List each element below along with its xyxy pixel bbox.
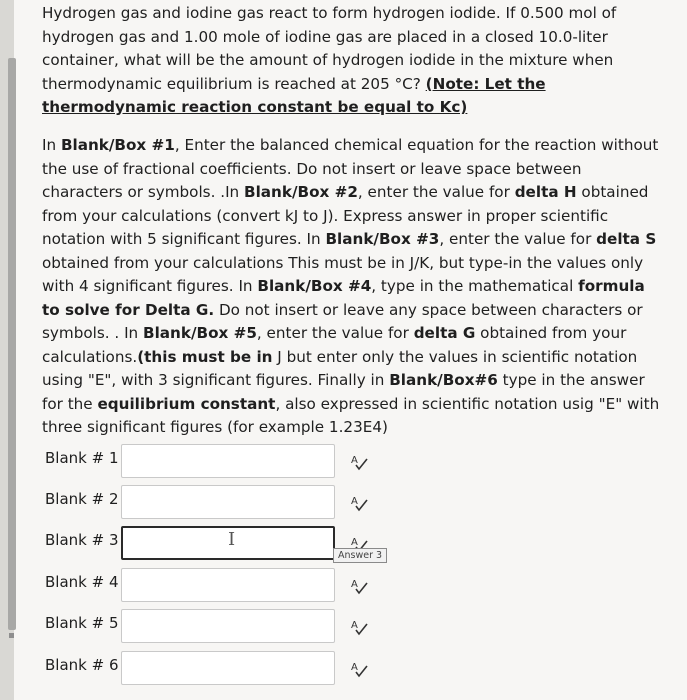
blank-label-6: Blank # 6 <box>45 656 119 674</box>
blank-row-2 <box>45 485 425 521</box>
svg-text:A: A <box>351 496 358 507</box>
spellcheck-icon[interactable] <box>350 453 368 471</box>
tooltip: Answer 3 <box>333 548 387 563</box>
blank-input-2[interactable] <box>121 485 335 519</box>
instr-bold: Blank/Box#6 <box>389 371 498 389</box>
svg-text:A: A <box>351 579 358 590</box>
spellcheck-icon[interactable] <box>350 618 368 636</box>
instr-text: , type in the mathematical <box>371 277 579 295</box>
blank-label-4: Blank # 4 <box>45 573 119 591</box>
instr-text: obtained from your calculations (convert kJ to J). Express answer in proper scientific notation with 5 significant figures. In <box>42 183 649 248</box>
blank-row-3 <box>45 526 425 562</box>
instr-bold: equilibrium constant <box>97 394 276 413</box>
blank-label-5: Blank # 5 <box>45 614 119 632</box>
question-note: (Note: Let the thermodynamic reaction constant be equal to Kc) <box>42 74 546 116</box>
instr-text: obtained from your calculations This must be in J/K, but type-in the values only with 4 significant figures. In <box>42 253 644 295</box>
spellcheck-icon[interactable] <box>350 577 368 595</box>
instr-bold: Blank/Box #4 <box>257 277 372 295</box>
instr-bold: (this must be in <box>137 347 273 366</box>
blank-input-5[interactable] <box>121 609 335 643</box>
blank-row-5 <box>45 609 425 645</box>
instr-text: In <box>42 136 61 154</box>
question-text: Hydrogen gas and iodine gas react to form hydrogen iodide. If 0.500 mol of hydrogen gas and 1.00 mole of iodine gas are placed in a closed 10.0-liter container, what will be the amount of hydrogen iodide in the mixture when thermodynamic equilibrium is reached at 205 °C? <box>42 4 617 93</box>
instr-text: , enter the value for <box>256 324 414 342</box>
instr-text: , also expressed in scientific notation usig "E" with three significant figures (for example 1.23E4) <box>42 394 660 436</box>
blank-row-1 <box>45 444 425 480</box>
instr-bold: Blank/Box #3 <box>325 230 440 248</box>
question-intro <box>42 2 662 120</box>
instr-bold: Blank/Box #5 <box>143 324 257 342</box>
blank-label-3: Blank # 3 <box>45 531 119 549</box>
instr-text: , Enter the balanced chemical equation for the reaction without the use of fractional coefficients. Do not insert or leave space between characters or symbols. .In <box>42 136 659 201</box>
svg-text:A: A <box>351 537 358 548</box>
blank-row-6 <box>45 651 425 687</box>
instr-text: obtained from your calculations. <box>42 324 627 366</box>
instr-bold: delta H <box>514 183 577 201</box>
instr-bold: Blank/Box #2 <box>244 183 358 201</box>
svg-text:A: A <box>351 620 358 631</box>
blank-input-1[interactable] <box>121 444 335 478</box>
blank-input-4[interactable] <box>121 568 335 602</box>
blank-label-2: Blank # 2 <box>45 490 119 508</box>
instr-bold: Blank/Box #1 <box>60 136 175 154</box>
instr-text: , enter the value for <box>357 183 515 201</box>
blank-row-4 <box>45 568 425 604</box>
blank-input-6[interactable] <box>121 651 335 685</box>
instr-bold: delta S <box>596 230 657 248</box>
scroll-marker <box>9 633 14 638</box>
instr-text: J but enter only the values in scientific notation using "E", with 3 significant figures. Finally in <box>42 347 638 389</box>
svg-text:A: A <box>351 662 358 673</box>
instr-bold: formula to solve for Delta G. <box>42 277 645 319</box>
instr-bold: delta G <box>413 324 476 342</box>
instr-text: type in the answer for the <box>42 371 645 413</box>
blank-label-1: Blank # 1 <box>45 449 119 467</box>
instr-text: , enter the value for <box>439 230 597 248</box>
spellcheck-icon[interactable] <box>350 660 368 678</box>
question-instructions <box>42 134 662 440</box>
text-cursor-icon: I <box>228 529 236 550</box>
spellcheck-icon[interactable] <box>350 494 368 512</box>
scroll-indicator[interactable] <box>8 58 16 630</box>
instr-text: Do not insert or leave any space between characters or symbols. . In <box>42 300 643 342</box>
svg-text:A: A <box>351 455 358 466</box>
